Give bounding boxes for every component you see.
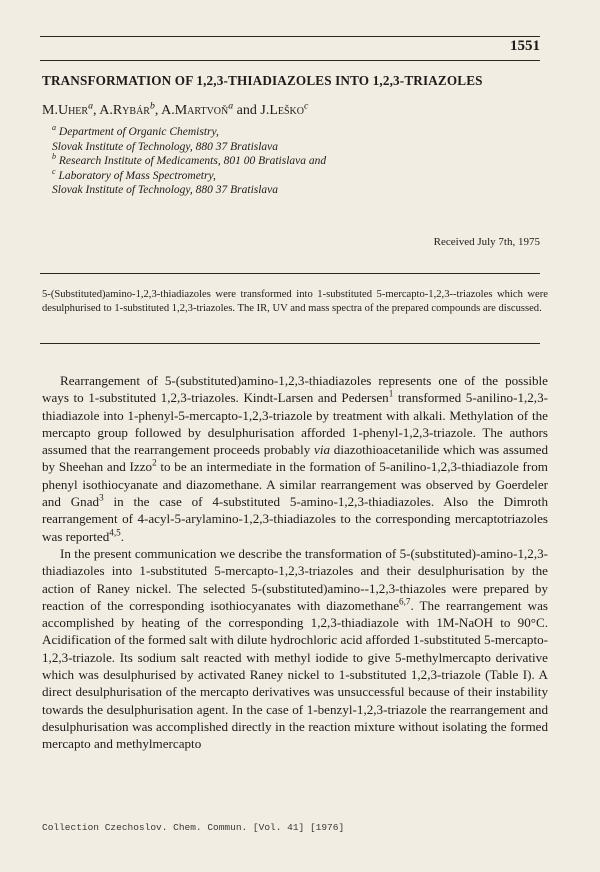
author: A.Martvoň$^a$ (161, 100, 234, 118)
author-line: M.Uher$^a$, A.Rybár$^b$, A.Martvoň$^a$ and J.Leško$^c$ (42, 100, 309, 118)
affiliation-line: $^a$ Department of Organic Chemistry, (52, 123, 219, 138)
affiliation-line: Slovak Institute of Technology, 880 37 Bratislava (52, 184, 279, 197)
body-text (42, 372, 548, 753)
article-title: TRANSFORMATION OF 1,2,3-THIADIAZOLES INTO 1,2,3-TRIAZOLES (42, 73, 483, 88)
author: A.Rybár$^b$ (99, 100, 155, 118)
affiliations (52, 125, 326, 198)
paragraph: Rearrangement of 5-(substituted)amino-1,2,3-thiadiazoles represents one of the possible ways to 1-substituted 1,2,3-triazoles. Kindt-Larsen and Pedersen$^1$ transformed 5-anilino-1,2,3-thiadiazole into 1-phenyl-5-mercapto-1,2,3-triazole by treatment with alkali. Methylation of the mercapto group followed by desulphurisation afforded 1-phenyl-1,2,3-triazole. The authors assumed that the rearrangement proceeds probably via diazothioacetanilide which was assumed by Sheehan and Izzo$^2$ to be an intermediate in the formation of 5-anilino-1,2,3-thiadiazole from phenyl isothiocyanate and diazomethane. A similar rearrangement was observed by Goerdeler and Gnad$^3$ in the case of 4-substituted 5-amino-1,2,3-thiadiazoles. Also the Dimroth rearrangement of 4-acyl-5-arylamino-1,2,3-thiadiazoles to the corresponding mercaptotriazoles was reported$^{4,5}$. (42, 373, 548, 544)
abstract: 5-(Substituted)amino-1,2,3-thiadiazoles were transformed into 1-substituted 5-mercapto-1,2,3--triazoles which were desulphurised to 1-substituted 1,2,3-triazoles. The IR, UV and mass spectra of the prepared compounds are discussed. (42, 289, 548, 315)
journal-footer: Collection Czechoslov. Chem. Commun. [Vol. 41] [1976] (42, 822, 345, 833)
affiliation-line: $^c$ Laboratory of Mass Spectrometry, (52, 166, 216, 182)
affiliation-line: $^b$ Research Institute of Medicaments, 801 00 Bratislava and (52, 152, 327, 168)
top-rule (40, 36, 540, 37)
received-date: Received July 7th, 1975 (433, 236, 540, 248)
page-number: 1551 (510, 38, 540, 54)
abstract-top-rule (40, 273, 540, 274)
header-rule (40, 60, 540, 61)
author: M.Uher$^a$ (42, 100, 93, 118)
abstract-bottom-rule (40, 343, 540, 344)
author: J.Leško$^c$ (260, 100, 309, 118)
affiliation-line: Slovak Institute of Technology, 880 37 Bratislava (52, 140, 279, 153)
paragraph: In the present communication we describe the transformation of 5-(substituted)-amino-1,2,3-thiadiazoles into 1-substituted 5-mercapto-1,2,3-triazoles and their desulphurisation by the action of Raney nickel. The selected 5-(substituted)amino--1,2,3-thiazoles were prepared by reaction of the corresponding isothiocyanates with diazomethane$^{6,7}$. The rearrangement was accomplished by heating of the corresponding 1,2,3-thiadiazole with 1M-NaOH to 90°C. Acidification of the formed salt with dilute hydrochloric acid afforded 1-substituted 5-mercapto-1,2,3-triazole. Its sodium salt reacted with methyl iodide to give 5-methylmercapto derivative which was desulphurised by activated Raney nickel to 1-substituted 1,2,3-triazole (Table I). A direct desulphurisation of the mercapto derivatives was unsuccessful because of their instability towards the desulphurisation agent. In the case of 1-benzyl-1,2,3-triazole the rearrangement and desulphurisation was accomplished directly in the reaction mixture without isolating the formed mercapto and methylmercapto (42, 545, 548, 752)
